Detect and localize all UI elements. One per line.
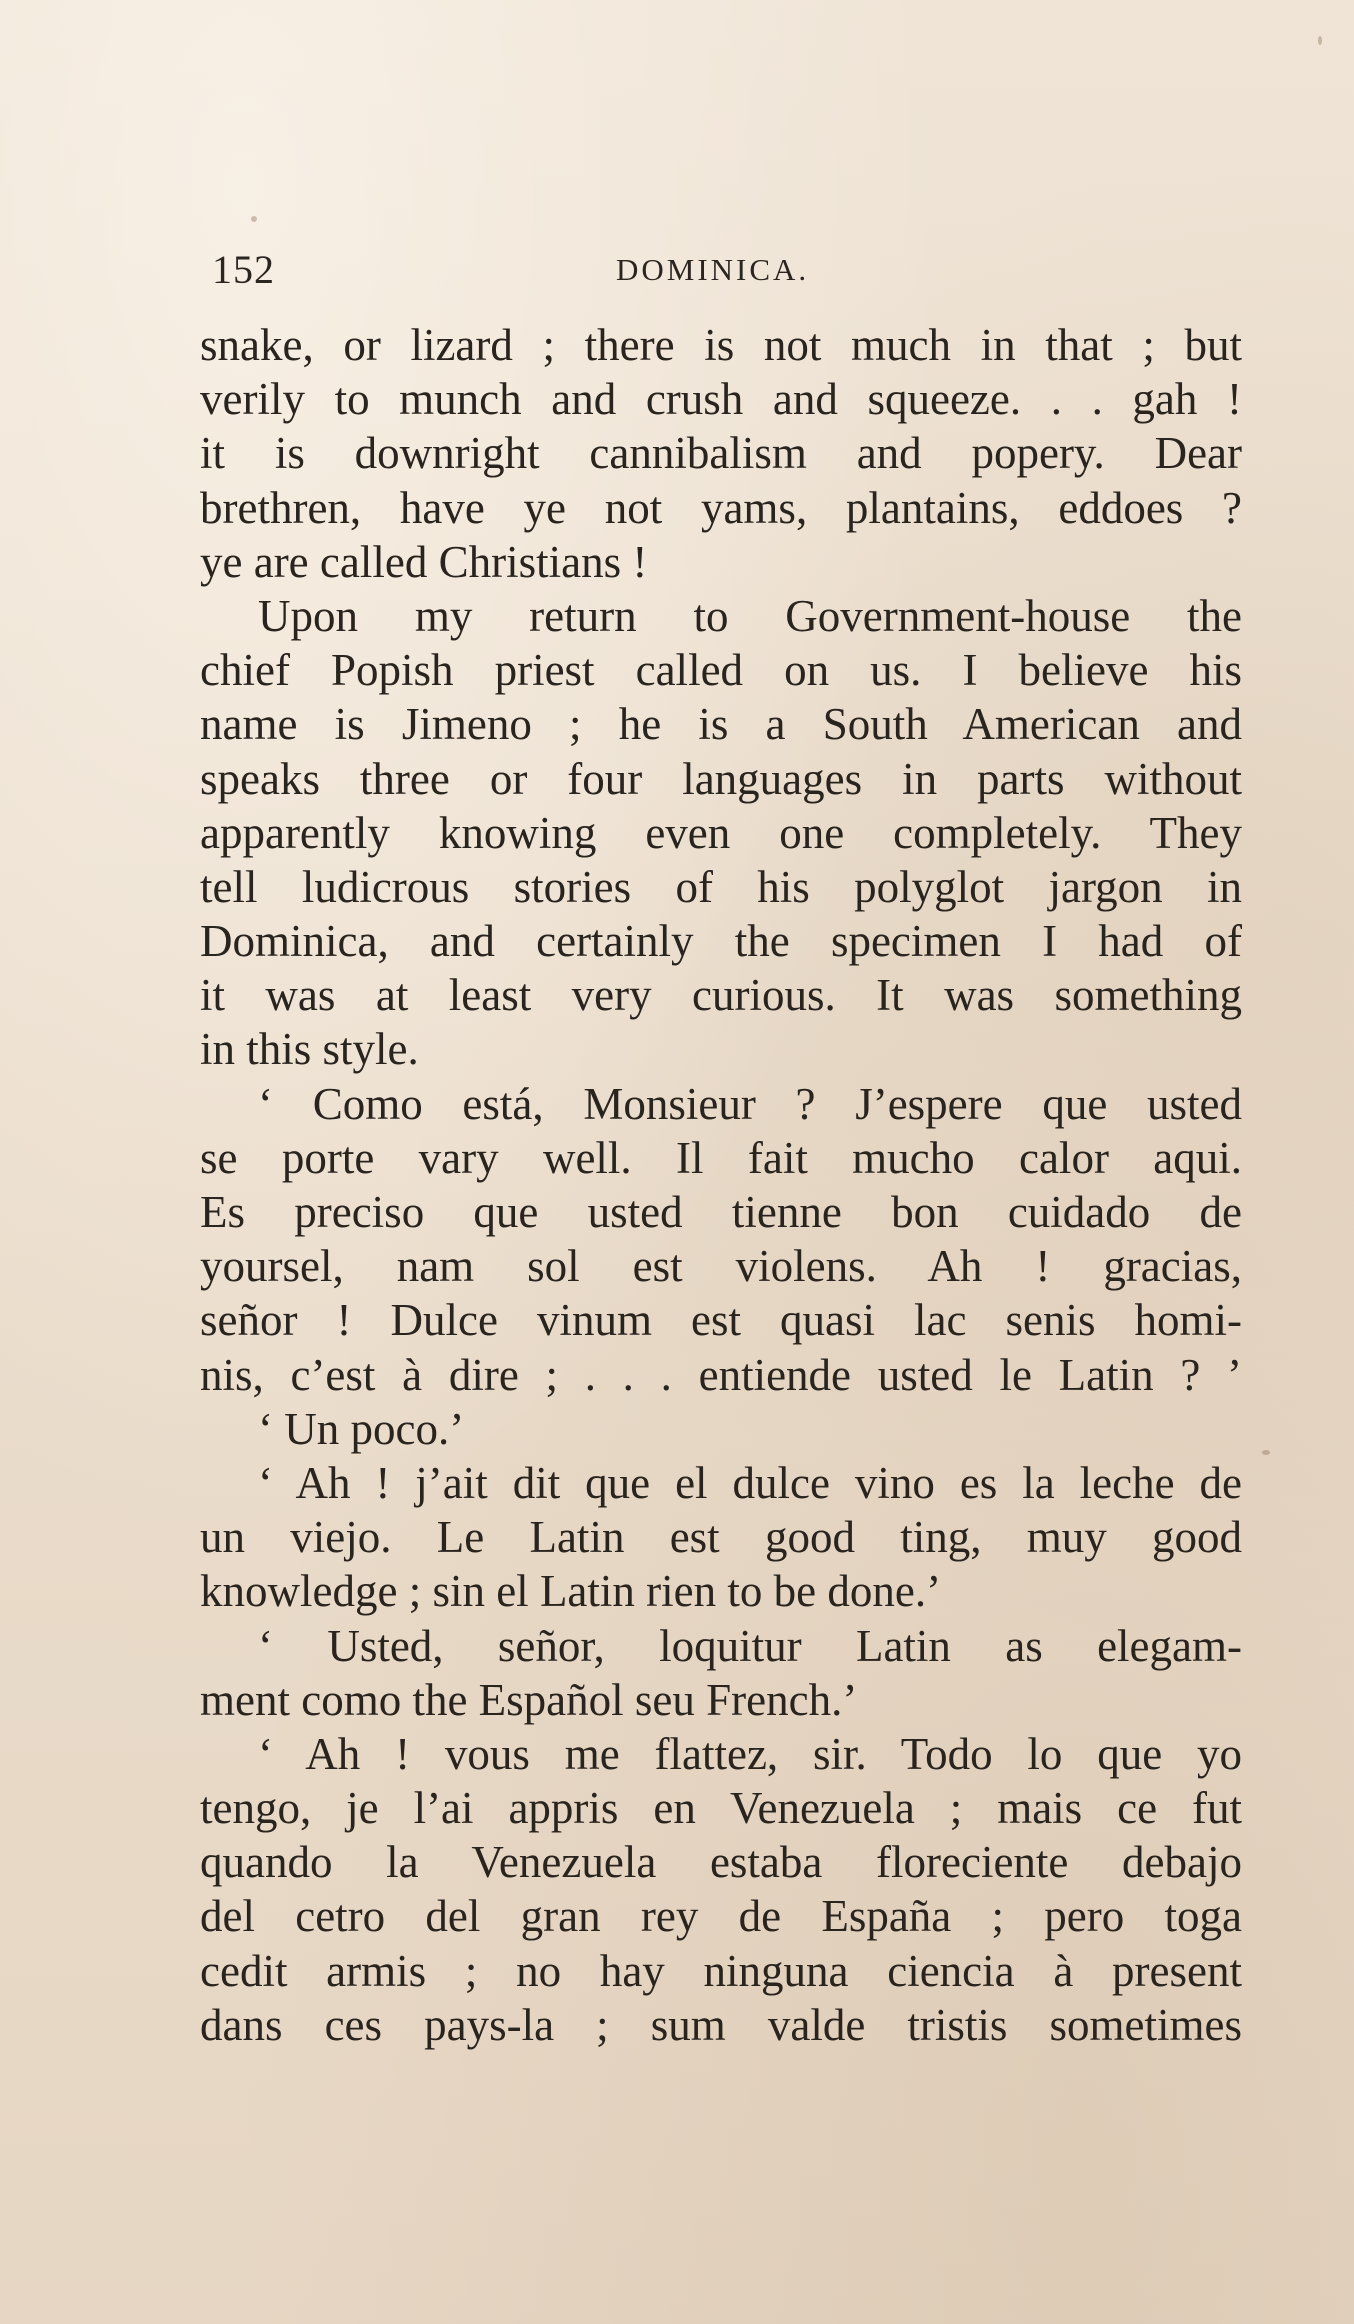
- text-line: snake, or lizard ; there is not much in that ; but: [200, 320, 1242, 370]
- text-line: ment como the Español seu French.’: [200, 1674, 858, 1725]
- text-line: tell ludicrous stories of his polyglot jargon in: [200, 861, 1242, 912]
- text-line: apparently knowing even one completely. They: [200, 807, 1242, 858]
- body-text: [200, 318, 1242, 2052]
- text-line: Upon my return to Government-house the: [258, 590, 1242, 641]
- text-line: ‘ Como está, Monsieur ? J’espere que usted: [258, 1078, 1242, 1129]
- text-line: del cetro del gran rey de España ; pero toga: [200, 1891, 1242, 1942]
- text-line: brethren, have ye not yams, plantains, eddoes ?: [200, 482, 1242, 533]
- text-line: in this style.: [200, 1024, 419, 1075]
- text-line: tengo, je l’ai appris en Venezuela ; mais ce fut: [200, 1783, 1242, 1834]
- text-line: cedit armis ; no hay ninguna ciencia à present: [200, 1945, 1242, 1996]
- text-line: speaks three or four languages in parts without: [200, 753, 1242, 804]
- text-line: un viejo. Le Latin est good ting, muy good: [200, 1512, 1242, 1563]
- page-header: [200, 246, 1240, 296]
- text-line: ‘ Usted, señor, loquitur Latin as elegam-: [258, 1620, 1242, 1671]
- running-head: DOMINICA.: [616, 252, 810, 287]
- paper-spot: [1262, 1450, 1270, 1455]
- text-line: ‘ Un poco.’: [258, 1403, 465, 1454]
- page-number: 152: [212, 247, 275, 292]
- text-line: dans ces pays-la ; sum valde tristis sometimes: [200, 1999, 1242, 2050]
- text-line: verily to munch and crush and squeeze. . . gah !: [200, 374, 1242, 425]
- text-line: Dominica, and certainly the specimen I had of: [200, 916, 1242, 967]
- text-line: ‘ Ah ! j’ait dit que el dulce vino es la leche de: [258, 1457, 1242, 1508]
- text-line: knowledge ; sin el Latin rien to be done.’: [200, 1566, 942, 1617]
- text-line: ‘ Ah ! vous me flattez, sir. Todo lo que yo: [258, 1728, 1242, 1779]
- text-line: nis, c’est à dire ; . . . entiende usted le Latin ? ’: [200, 1349, 1242, 1400]
- text-line: señor ! Dulce vinum est quasi lac senis homi-: [200, 1295, 1242, 1346]
- paper-spot: [251, 216, 257, 222]
- text-line: Es preciso que usted tienne bon cuidado de: [200, 1187, 1242, 1237]
- text-line: it is downright cannibalism and popery. Dear: [200, 428, 1242, 479]
- text-line: it was at least very curious. It was something: [200, 970, 1242, 1021]
- text-line: yoursel, nam sol est violens. Ah ! gracias,: [200, 1241, 1242, 1292]
- text-line: name is Jimeno ; he is a South American and: [200, 699, 1242, 750]
- text-line: chief Popish priest called on us. I believe his: [200, 645, 1242, 696]
- paper-spot: [1318, 36, 1322, 45]
- text-line: ye are called Christians !: [200, 536, 648, 587]
- text-line: se porte vary well. Il fait mucho calor aqui.: [200, 1132, 1242, 1183]
- text-line: quando la Venezuela estaba floreciente debajo: [200, 1837, 1242, 1888]
